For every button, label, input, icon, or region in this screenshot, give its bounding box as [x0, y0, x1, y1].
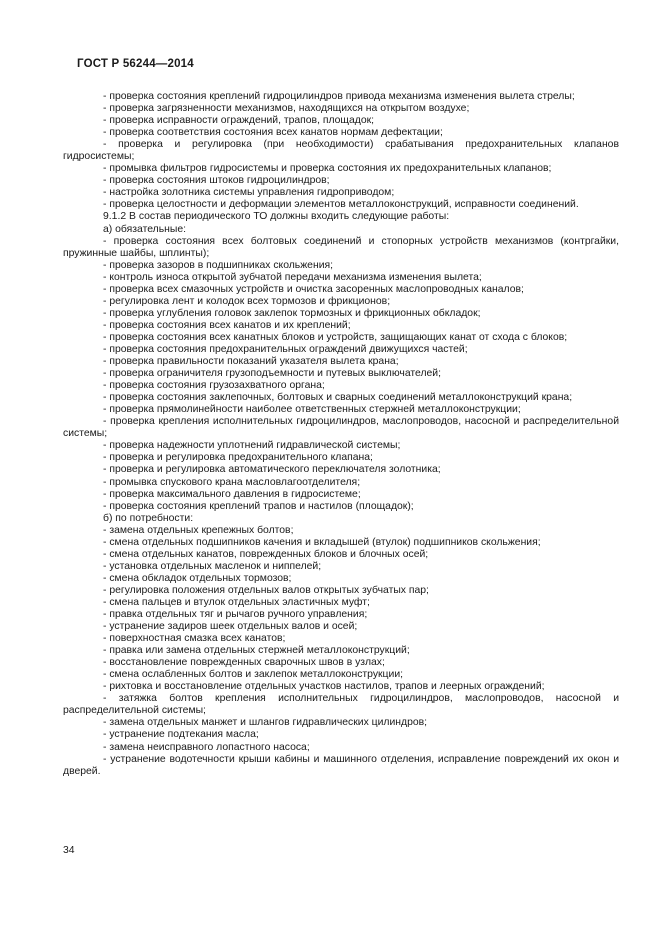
list-item: - проверка надежности уплотнений гидравлической системы; — [103, 440, 401, 452]
list-item: - проверка состояния штоков гидроцилиндров; — [103, 175, 330, 187]
list-item: - проверка состояния креплений трапов и настилов (площадок); — [103, 500, 414, 512]
list-item: - рихтовка и восстановление отдельных участков настилов, трапов и леерных ограждений; — [103, 681, 545, 693]
page-number: 34 — [63, 845, 75, 856]
list-item: - устранение подтекания масла; — [103, 729, 259, 741]
list-item: - проверка зазоров в подшипниках скольжения; — [103, 259, 334, 271]
list-item: - проверка исправности ограждений, трапов, площадок; — [103, 115, 375, 127]
list-item: - проверка правильности показаний указателя вылета крана; — [103, 356, 399, 368]
paragraph: 9.1.2 В состав периодического ТО должны входить следующие работы: — [103, 211, 450, 223]
list-item: - проверка и регулировка автоматического переключателя золотника; — [103, 464, 441, 476]
list-item: - промывка спускового крана масловлагоотделителя; — [103, 476, 361, 488]
list-item: - настройка золотника системы управления гидроприводом; — [103, 187, 395, 199]
list-item: - правка отдельных тяг и рычагов ручного управления; — [103, 609, 368, 621]
list-item: - проверка максимального давления в гидросистеме; — [103, 488, 361, 500]
list-item: - проверка прямолинейности наиболее ответственных стержней металлоконструкции; — [103, 404, 521, 416]
list-item: - проверка состояния всех канатных блоков и устройств, защищающих канат от схода с блоков; — [103, 331, 568, 343]
list-item: - поверхностная смазка всех канатов; — [103, 633, 286, 645]
list-item: - правка или замена отдельных стержней металлоконструкций; — [103, 645, 410, 657]
list-item: - проверка целостности и деформации элементов металлоконструкций, исправности соединений. — [103, 199, 579, 211]
list-item: - проверка и регулировка (при необходимости) срабатывания предохранительных клапанов гидросистемы; — [63, 139, 619, 163]
list-item: - проверка загрязненности механизмов, находящихся на открытом воздухе; — [103, 103, 470, 115]
list-item: - промывка фильтров гидросистемы и проверка состояния их предохранительных клапанов; — [103, 163, 552, 175]
list-item: - устранение водотечности крыши кабины и машинного отделения, исправление повреждений их окон и дверей. — [63, 753, 619, 777]
list-item: - проверка состояния всех болтовых соединений и стопорных устройств механизмов (контргайки, пружинные шайбы, шплинты); — [63, 235, 619, 259]
list-item: - смена ослабленных болтов и заклепок металлоконструкции; — [103, 669, 404, 681]
list-item: - устранение задиров шеек отдельных валов и осей; — [103, 621, 358, 633]
list-item: - проверка состояния грузозахватного органа; — [103, 380, 325, 392]
list-item: - проверка состояния креплений гидроцилиндров привода механизма изменения вылета стрелы; — [103, 91, 575, 102]
list-item: - затяжка болтов крепления исполнительных гидроцилиндров, маслопроводов, насосной и распределительной системы; — [63, 693, 619, 717]
list-item: - смена отдельных канатов, поврежденных блоков и блочных осей; — [103, 548, 429, 560]
list-item: - проверка всех смазочных устройств и очистка засоренных маслопроводных каналов; — [103, 283, 524, 295]
list-item: - контроль износа открытой зубчатой передачи механизма изменения вылета; — [103, 271, 482, 283]
list-item: - регулировка лент и колодок всех тормозов и фрикционов; — [103, 295, 391, 307]
list-item: - замена неисправного лопастного насоса; — [103, 741, 310, 753]
list-item: - замена отдельных манжет и шлангов гидравлических цилиндров; — [103, 717, 428, 729]
list-item: - проверка углубления головок заклепок тормозных и фрикционных обкладок; — [103, 307, 481, 319]
list-item: - проверка ограничителя грузоподъемности и путевых выключателей; — [103, 368, 441, 380]
list-item: - смена отдельных подшипников качения и вкладышей (втулок) подшипников скольжения; — [103, 536, 541, 548]
list-item: - смена обкладок отдельных тормозов; — [103, 572, 292, 584]
paragraph: а) обязательные: — [103, 223, 186, 235]
paragraph: б) по потребности: — [103, 512, 194, 524]
list-item: - проверка и регулировка предохранительного клапана; — [103, 452, 373, 464]
list-item: - замена отдельных крепежных болтов; — [103, 524, 294, 536]
list-item: - установка отдельных масленок и ниппелей; — [103, 560, 322, 572]
standard-designation: ГОСТ Р 56244—2014 — [77, 58, 194, 70]
list-item: - проверка состояния всех канатов и их креплений; — [103, 319, 351, 331]
document-body — [63, 91, 619, 778]
list-item: - восстановление поврежденных сварочных швов в узлах; — [103, 657, 385, 669]
list-item: - проверка состояния предохранительных ограждений движущихся частей; — [103, 343, 468, 355]
list-item: - регулировка положения отдельных валов открытых зубчатых пар; — [103, 584, 429, 596]
list-item: - смена пальцев и втулок отдельных эластичных муфт; — [103, 596, 370, 608]
list-item: - проверка состояния заклепочных, болтовых и сварных соединений металлоконструкций крана; — [103, 392, 573, 404]
list-item: - проверка соответствия состояния всех канатов нормам дефектации; — [103, 127, 443, 139]
list-item: - проверка крепления исполнительных гидроцилиндров, маслопроводов, насосной и распределительной системы; — [63, 416, 619, 440]
